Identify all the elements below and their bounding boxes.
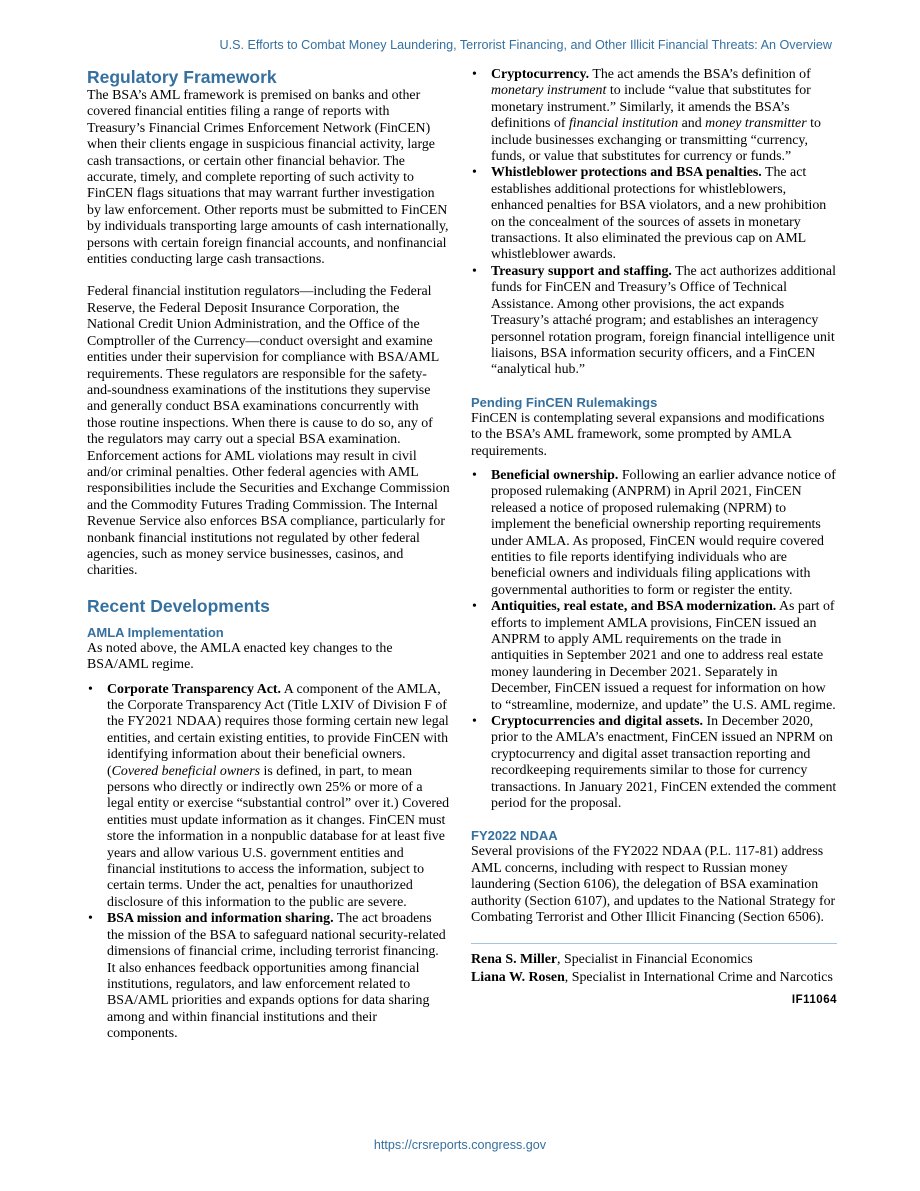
bullet-text: The act amends the BSA’s definition of bbox=[589, 67, 811, 82]
bullet-italic-term: financial institution bbox=[568, 116, 679, 132]
bullet-icon: • bbox=[88, 681, 93, 697]
list-item-treasury-support bbox=[471, 264, 837, 379]
bullet-text: The act establishes additional protections for whistleblowers, enhanced penalties for BSA violators, and a new prohibition on the concealment of the sources of assets in monetary transactions. It also eliminated the previous cap on AML whistleblower awards. bbox=[491, 165, 827, 263]
bullet-text: As part of efforts to implement AMLA provisions, FinCEN issued an ANPRM to apply AML requirements on the trade in antiquities in September 2021 and one to address real estate money laundering in December 2021. Separately in December, FinCEN issued a request for information on how to “streamline, modernize, and update” the U.S. AML regime. bbox=[491, 599, 836, 713]
list-item-corporate-transparency bbox=[87, 682, 450, 912]
bullet-title: BSA mission and information sharing. bbox=[107, 911, 334, 927]
bullet-icon: • bbox=[472, 67, 477, 82]
bullet-text: The act authorizes additional funds for FinCEN and Treasury’s Office of Technical Assistance. Among other provisions, the act expands Treasury’s attaché program; and establishes an interagency personnel rotation program, foreign financial intelligence unit liaisons, BSA information security officers, and a FinCEN “analytical hub.” bbox=[491, 263, 836, 378]
author-1 bbox=[471, 952, 837, 968]
pending-bullet-list bbox=[471, 468, 837, 813]
bullet-italic-term: money transmitter bbox=[705, 116, 807, 132]
bullet-title: Corporate Transparency Act. bbox=[107, 681, 281, 697]
bullet-text: is defined, in part, to mean persons who directly or indirectly own 25% or more of a legal entity or exercise “substantial control” over it.) Covered entities must update information as it changes. FinCEN must store the information in a nonpublic database for at least five years and allow various U.S. government entities and financial institutions to access the information, subject to certain terms. Under the act, penalties for unauthorized disclosure of this information to the public are severe. bbox=[107, 763, 450, 910]
bullet-title: Beneficial ownership. bbox=[491, 467, 619, 483]
list-item-bsa-mission bbox=[87, 911, 450, 1042]
author-name: Rena S. Miller bbox=[471, 951, 558, 967]
pending-intro: FinCEN is contemplating several expansions and modifications to the BSA’s AML framework, some prompted by AMLA requirements. bbox=[471, 410, 825, 459]
bullet-icon: • bbox=[472, 263, 477, 279]
author-role: , Specialist in Financial Economics bbox=[557, 951, 753, 967]
bullet-text: to include businesses exchanging or transmitting “currency, funds, or value that substitutes for currency or funds.” bbox=[491, 116, 821, 165]
bullet-italic-term: monetary instrument bbox=[491, 83, 607, 99]
footer-url-link[interactable]: https://crsreports.congress.gov bbox=[373, 1138, 547, 1152]
list-item-beneficial-ownership bbox=[471, 468, 837, 599]
bullet-icon: • bbox=[472, 165, 477, 181]
running-header: U.S. Efforts to Combat Money Laundering, Terrorist Financing, and Other Illicit Financial Threats: An Overview bbox=[219, 38, 832, 52]
bullet-icon: • bbox=[472, 467, 477, 483]
bullet-title: Cryptocurrencies and digital assets. bbox=[491, 714, 703, 730]
author-name: Liana W. Rosen bbox=[471, 969, 565, 985]
bullet-icon: • bbox=[472, 714, 477, 730]
author-2 bbox=[471, 970, 837, 986]
left-column bbox=[87, 67, 450, 1043]
subheading-amla-implementation: AMLA Implementation bbox=[87, 624, 224, 640]
amla-bullet-list bbox=[87, 682, 450, 1043]
bullet-icon: • bbox=[88, 911, 93, 927]
amla-bullet-list-continued bbox=[471, 67, 837, 379]
amla-intro: As noted above, the AMLA enacted key changes to the BSA/AML regime. bbox=[87, 640, 393, 673]
ndaa-paragraph: Several provisions of the FY2022 NDAA (P.L. 117-81) address AML concerns, including with respect to Russian money laundering (Section 6106), the delegation of BSA examination authority (Section 6107), and updates to the National Strategy for Combating Terrorist and Other Illicit Financing (Section 6506). bbox=[471, 844, 836, 926]
bullet-text: The act broadens the mission of the BSA to safeguard national security-related dimensions of financial crime, including terrorist financing. It also enhances feedback opportunities among financial institutions, regulators, and law enforcement related to BSA/AML priorities and expands options for data sharing among and within financial institutions and their components. bbox=[107, 911, 446, 1042]
section-heading-recent-developments: Recent Developments bbox=[87, 595, 270, 616]
bullet-title: Treasury support and staffing. bbox=[491, 263, 672, 279]
list-item-digital-assets bbox=[471, 714, 837, 812]
subheading-pending-fincen-rulemakings: Pending FinCEN Rulemakings bbox=[471, 394, 658, 410]
regulatory-paragraph-1: The BSA’s AML framework is premised on banks and other covered financial entities filing a range of reports with Treasury’s Financial Crimes Enforcement Network (FinCEN) when their clients engage in suspicious financial activity, large cash transactions, or certain other financial behavior. The accurate, timely, and complete reporting of such activity to FinCEN flags situations that may warrant further investigation by law enforcement. Other reports must be submitted to FinCEN by individuals transporting large amounts of cash internationally, persons with certain foreign financial accounts, and nonfinancial entities conducting large cash transactions. bbox=[87, 88, 449, 268]
bullet-text: In December 2020, prior to the AMLA’s enactment, FinCEN issued an NPRM on cryptocurrency and digital asset transaction reporting and recordkeeping requirements similar to those for currency transactions. In January 2021, FinCEN extended the comment period for the proposal. bbox=[491, 714, 837, 812]
bullet-icon: • bbox=[472, 599, 477, 615]
author-role: , Specialist in International Crime and Narcotics bbox=[564, 969, 833, 985]
right-column bbox=[471, 67, 837, 1009]
bullet-italic-term: Covered beneficial owners bbox=[111, 763, 261, 779]
bullet-text: to include “value that substitutes for monetary instrument.” Similarly, it amends the BSA’s definitions of bbox=[491, 83, 811, 132]
bullet-text: Following an earlier advance notice of proposed rulemaking (ANPRM) in April 2021, FinCEN released a notice of proposed rulemaking (NPRM) to implement the beneficial ownership reporting requirements under AMLA. As proposed, FinCEN would require covered entities to file reports identifying individuals who are beneficial owners and individuals filing applications with governmental authorities to form or register the entity. bbox=[491, 467, 836, 598]
bullet-text: and bbox=[678, 116, 706, 132]
list-item-whistleblower bbox=[471, 165, 837, 263]
section-heading-regulatory-framework: Regulatory Framework bbox=[87, 67, 277, 87]
bullet-title: Whistleblower protections and BSA penalties. bbox=[491, 165, 762, 181]
subheading-fy2022-ndaa: FY2022 NDAA bbox=[471, 828, 558, 844]
bullet-text: A component of the AMLA, the Corporate Transparency Act (Title LXIV of Division F of the FY2021 NDAA) requires those forming certain new legal entities, and certain existing entities, to provide FinCEN with identifying information about their beneficial owners. ( bbox=[107, 681, 449, 779]
regulatory-paragraph-2: Federal financial institution regulators—including the Federal Reserve, the Federal Deposit Insurance Corporation, the National Credit Union Administration, and the Office of the Comptroller of the Currency—conduct oversight and examine entities under their supervision for compliance with BSA/AML requirements. These regulators are responsible for the safety-and-soundness examinations of the institutions they supervise and generally conduct BSA examinations concurrently with those routine inspections. When there is cause to do so, any of the regulators may carry out a special BSA examination. Enforcement actions for AML violations may result in civil and/or criminal penalties. Other federal agencies with AML responsibilities include the Securities and Exchange Commission and the Commodity Futures Trading Commission. The Internal Revenue Service also enforces BSA compliance, particularly for nonbank financial institutions not regulated by other federal agencies, such as money service businesses, casinos, and charities. bbox=[87, 284, 450, 579]
list-item-antiquities bbox=[471, 599, 837, 714]
bullet-title: Cryptocurrency. bbox=[491, 67, 590, 82]
document-id: IF11064 bbox=[791, 994, 837, 1007]
bullet-title: Antiquities, real estate, and BSA modernization. bbox=[491, 599, 777, 615]
list-item-cryptocurrency bbox=[471, 67, 837, 165]
